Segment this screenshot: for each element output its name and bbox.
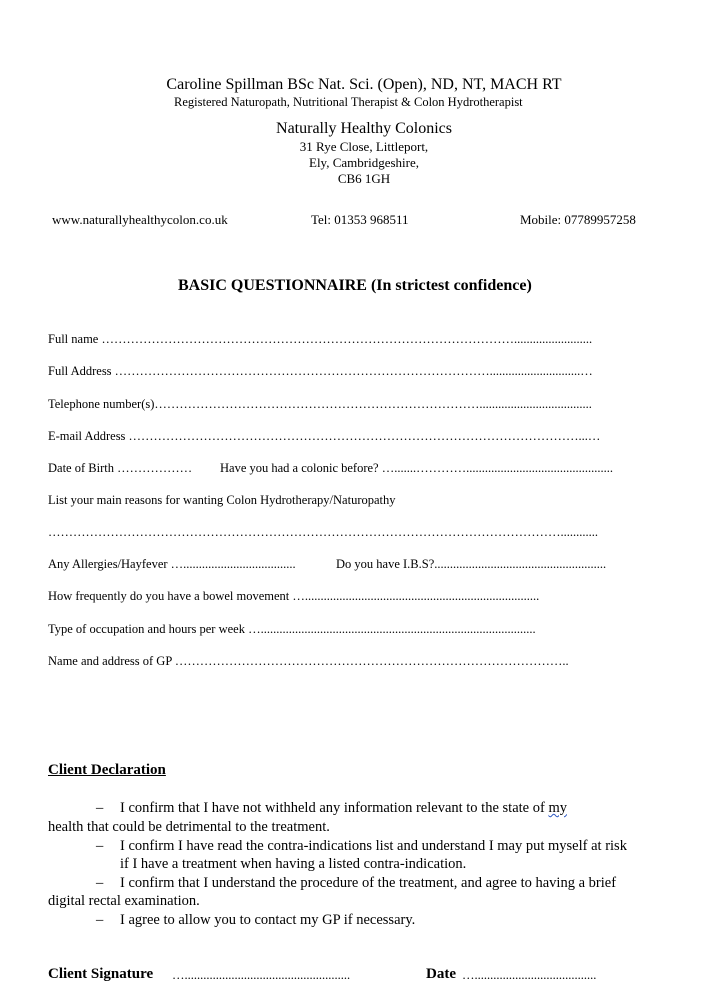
ibs-field[interactable]: Do you have I.B.S?....................................................... — [336, 557, 607, 571]
declaration-item-2 — [96, 838, 627, 855]
full-name-field[interactable]: Full name ………………………………………………………………………………………......................... — [48, 332, 593, 346]
declaration-item-2-cont: if I have a treatment when having a listed contra-indication. — [120, 856, 467, 872]
dash-bullet: – — [96, 838, 104, 854]
signature-label: Client Signature — [48, 966, 154, 982]
dash-bullet: – — [96, 875, 104, 891]
colonic-before-field[interactable]: Have you had a colonic before? ….......…………............................................... — [220, 461, 613, 475]
reasons-field[interactable]: ……………………………………………………………………………………………………………............ — [48, 525, 598, 539]
bowel-movement-field[interactable]: How frequently do you have a bowel movement …........................................................................... — [48, 589, 540, 603]
declaration-item-3-cont: digital rectal examination. — [48, 893, 200, 909]
address-line-2: Ely, Cambridgeshire, — [309, 155, 419, 170]
email-field[interactable]: E-mail Address ………………………………………………………………………………………………...… — [48, 429, 601, 443]
declaration-heading: Client Declaration — [48, 762, 166, 778]
address-postcode: CB6 1GH — [337, 171, 391, 186]
page-title: BASIC QUESTIONNAIRE (In strictest confidence) — [178, 277, 532, 294]
practitioner-name: Caroline Spillman BSc Nat. Sci. (Open), ND, NT, MACH RT — [166, 76, 562, 93]
signature-field[interactable]: …..................................................... — [172, 968, 351, 982]
date-of-birth-field[interactable]: Date of Birth ……………… — [48, 461, 193, 475]
telephone-field[interactable]: Telephone number(s)…………………………………………………………………….................................... — [48, 397, 592, 411]
telephone: Tel: 01353 968511 — [311, 212, 409, 227]
occupation-field[interactable]: Type of occupation and hours per week …........................................................................................ — [48, 622, 536, 636]
declaration-text: I confirm that I understand the procedure of the treatment, and agree to having a brief — [120, 875, 617, 891]
reasons-label: List your main reasons for wanting Colon Hydrotherapy/Naturopathy — [48, 493, 396, 507]
declaration-item-1 — [96, 800, 567, 817]
mobile: Mobile: 07789957258 — [520, 212, 636, 227]
date-field[interactable]: …....................................... — [462, 968, 597, 982]
allergies-field[interactable]: Any Allergies/Hayfever ….................................... — [48, 557, 296, 571]
business-name: Naturally Healthy Colonics — [276, 120, 452, 137]
practitioner-role: Registered Naturopath, Nutritional Therapist & Colon Hydrotherapist — [174, 95, 523, 109]
declaration-item-4 — [96, 912, 415, 929]
declaration-item-1-cont: health that could be detrimental to the treatment. — [48, 819, 330, 835]
declaration-text: I confirm that I have not withheld any information relevant to the state of — [120, 800, 545, 816]
declaration-item-3 — [96, 875, 616, 892]
declaration-text: I confirm I have read the contra-indications list and understand I may put myself at risk — [120, 838, 627, 854]
full-address-field[interactable]: Full Address ……………………………………………………………………………….............................… — [48, 364, 593, 378]
address-line-1: 31 Rye Close, Littleport, — [299, 139, 429, 154]
declaration-text-my: my — [548, 800, 567, 816]
gp-field[interactable]: Name and address of GP ………………………………………………………………………………….. — [48, 654, 569, 668]
website: www.naturallyhealthycolon.co.uk — [52, 212, 228, 227]
dash-bullet: – — [96, 912, 104, 928]
dash-bullet: – — [96, 800, 104, 816]
date-label: Date — [426, 966, 456, 982]
declaration-text: I agree to allow you to contact my GP if necessary. — [120, 912, 416, 928]
